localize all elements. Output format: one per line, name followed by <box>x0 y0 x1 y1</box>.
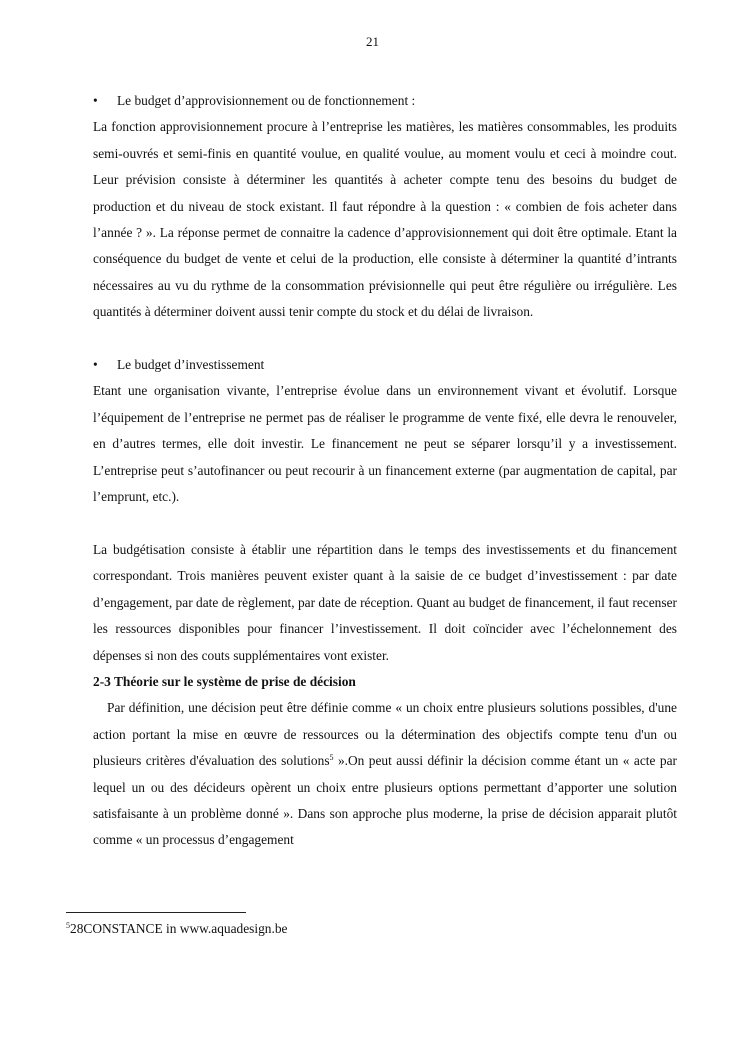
decision-text-part1: Par définition, une décision peut être définie comme « un choix entre plusieurs solutions possibles, d'une action portant la mise en œuvre de ressources ou la détermination des objectifs compte tenu d'un ou plusieurs critères d'évaluation des solutions <box>93 700 677 769</box>
bullet-icon: • <box>93 93 98 108</box>
bullet-item-investissement <box>93 352 677 378</box>
section-title-approvisionnement: Le budget d’approvisionnement ou de fonctionnement : <box>117 93 416 108</box>
page-number: 21 <box>366 34 379 49</box>
document-body <box>93 88 677 854</box>
bullet-icon: • <box>93 357 98 373</box>
footnote-text: 28CONSTANCE in www.aquadesign.be <box>70 921 288 936</box>
section-title-investissement: Le budget d’investissement <box>117 357 265 373</box>
paragraph-investissement: Etant une organisation vivante, l’entreprise évolue dans un environnement vivant et évolutif. Lorsque l’équipement de l’entreprise ne permet pas de réaliser le programme de vente fixé, elle devra le renouveler, en d’autres termes, elle doit investir. Le financement ne peut se séparer lorsqu’il y a investissement. L’entreprise peut s’autofinancer ou peut recourir à un financement externe (par augmentation de capital, par l’emprunt, etc.). <box>93 383 677 505</box>
paragraph-approvisionnement: La fonction approvisionnement procure à l’entreprise les matières, les matières consommables, les produits semi-ouvrés et semi-finis en quantité voulue, en qualité voulue, au moment voulu et ceci à moindre cout. Leur prévision consiste à déterminer les quantités à acheter compte tenu des besoins du budget de production et du niveau de stock existant. Il faut répondre à la question : « combien de fois acheter dans l’année ? ». La réponse permet de connaitre la cadence d’approvisionnement qui doit être optimale. Etant la conséquence du budget de vente et celui de la production, elle consiste à déterminer la quantité d’intrants nécessaires au vu du rythme de la consommation prévisionnelle qui peut être régulière ou irrégulière. Les quantités à déterminer doivent aussi tenir compte du stock et du délai de livraison. <box>93 119 677 320</box>
paragraph-decision <box>93 695 677 853</box>
footnote-divider <box>66 912 246 913</box>
paragraph-budgetisation: La budgétisation consiste à établir une répartition dans le temps des investissements et du financement correspondant. Trois manières peuvent exister quant à la saisie de ce budget d’investissement : par date d’engagement, par date de règlement, par date de réception. Quant au budget de financement, il faut recenser les ressources disponibles pour financer l’investissement. Il doit coïncider avec l’échelonnement des dépenses si non des couts supplémentaires vont exister. <box>93 541 677 663</box>
footnote <box>66 919 288 939</box>
decision-text-part2: ».On peut aussi définir la décision comme étant un « acte par lequel un ou des décideurs opèrent un choix entre plusieurs options permettant d’apporter une solution satisfaisante à un problème donné ». Dans son approche plus moderne, la prise de décision apparait plutôt comme « un processus d’engagement <box>93 753 677 848</box>
footnote-marker: 5 <box>66 921 70 930</box>
bullet-item-approvisionnement <box>93 88 677 114</box>
footnote-reference[interactable]: 5 <box>329 753 334 763</box>
section-heading-2-3: 2-3 Théorie sur le système de prise de décision <box>93 673 356 689</box>
